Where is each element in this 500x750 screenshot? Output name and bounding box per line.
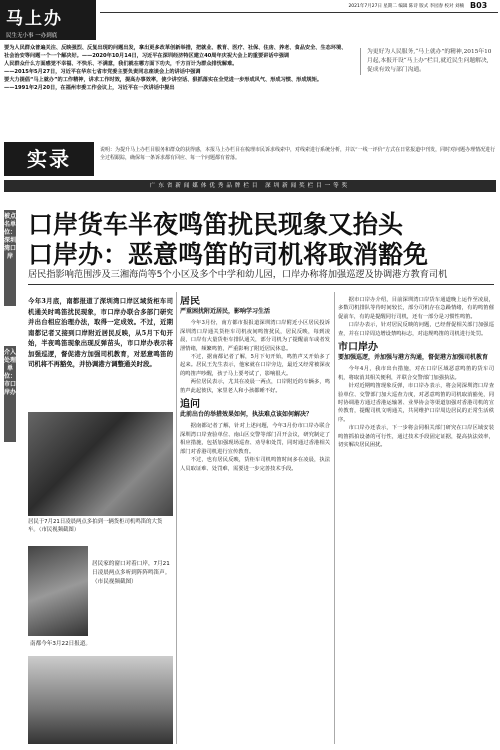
headline-main: 口岸货车半夜鸣笛扰民现象又抬头 — [28, 210, 404, 239]
date-line: 2021年7月27日 星期二 编辑 陈诗 版式 李园春 校对 刘楠 — [348, 4, 464, 9]
section-title-residents: 居民 — [180, 296, 200, 307]
shilu-logo: 实录 — [4, 142, 94, 176]
body-paragraph: 两位居民表示，尤其在凌晨一两点，口岸附近的车辆多，鸣笛声此起彼伏，家里老人和小孩都睡不好。 — [180, 379, 330, 394]
section-title-followup: 追问 — [180, 399, 200, 411]
award-bar: 广东省新闻媒体优秀品牌栏目 深圳新闻奖栏目一等奖 — [4, 180, 496, 192]
body-paragraph: 不过，也有居民反映，货柜车司机鸣笛时间多在凌晨，执法人员取证难、处罚难，需要进一步完善技术手段。 — [180, 457, 330, 472]
lead-paragraph: 今年3月底，南都报道了深圳湾口岸区域货柜车司机通关时鸣笛扰民现象，市口岸办联合多部门研究并出台相应治理办法，取得一定成效。不过，近期南都记者又接到口岸附近居民反映，从5月下旬开始，半夜鸣笛现象出现反弹苗头，市口岸办表示将加强巡逻，督促港方加强司机教育，对恶意鸣笛的司机将不再豁免，并协调港方调整通关时段。 — [28, 297, 173, 368]
body-paragraph: 据市口岸办介绍，目前深圳湾口岸货车通道晚上运作至凌晨，多数司机排队等待时间较长，部分司机存在急躁情绪，有的鸣笛催促前车，有的是提醒同行司机，还有一部分是习惯性鸣笛。 — [338, 297, 494, 320]
intro-quotes — [4, 44, 350, 92]
photo-truck-night — [28, 412, 173, 516]
photo-caption: 居民家的窗口对着口岸，7月21日凌晨两点多听到阵阵鸣笛声。（市民视频截图） — [92, 561, 171, 585]
column-divider — [334, 292, 335, 744]
body-paragraph: 据南都记者了解，针对上述问题，今年3月份市口岸办联合深圳湾口岸查验单位、南山区交警等部门召开会议，研究制定了相应措施，包括加强现场巡查、劝导和处罚，同时通过香港相关部门对香港司机进行宣传教育。 — [180, 423, 330, 455]
body-paragraph: 针对近期鸣笛现象反弹，市口岸办表示，将会同深圳湾口岸查验单位、交警部门加大巡查力度，对恶意鸣笛的司机取消豁免，同时协调港方通过香港运输署、业界协会等渠道加强对香港司机的宣传教育，提醒司机文明通关，共同维护口岸周边居民的正常生活秩序。 — [338, 383, 494, 423]
section-subtitle: 要加强巡逻，并加强与港方沟通，督促港方加强司机教育 — [338, 354, 489, 362]
column-divider — [176, 292, 177, 744]
body-paragraph: 市口岸办还表示，下一步将会同相关部门研究在口岸区域安装鸣笛抓拍设备的可行性，通过技术手段固定证据，提高执法效率，切实解决居民困扰。 — [338, 425, 494, 449]
shilu-section — [4, 142, 496, 176]
section-title-port-office: 市口岸办 — [338, 342, 378, 354]
shilu-text: 说明：为提升马上办栏目服务和群众的获得感，本报马上办栏目在梳理市民诉求线索中，对线索进行系统分析，并以“一线一评价”方式在日常报道中刊发，同时对问题办理情况进行全过程跟踪，确保每一条诉求都有回应、每一个问题都有着落。 — [100, 147, 496, 161]
side-label-handling-unit: 介入处理单位：市口岸办 — [4, 346, 16, 442]
headline-rule — [28, 284, 494, 285]
article-column-3 — [338, 296, 494, 746]
page-code: B03 — [470, 1, 488, 10]
body-paragraph: 不过，据南都记者了解，5月下旬开始，鸣笛声又开始多了起来。居民王先生表示，他家就在口岸旁边，最近又经常被深夜的鸣笛声吵醒，孩子马上要考试了，影响很大。 — [180, 354, 330, 377]
photo-previous-report — [28, 656, 173, 744]
body-paragraph: 口岸办表示，针对居民反映的问题，已经督促相关部门加强巡查，并在口岸周边增设禁鸣标志，对违规鸣笛的司机进行处罚。 — [338, 322, 494, 337]
photo-window-view — [28, 546, 88, 636]
intro-line: 人民群众什么方面感觉不幸福、不快乐、不满意，我们就在哪方面下功夫，千方百计为群众排忧解难。 — [4, 61, 238, 67]
column-description: 为更好为人民服务,“马上就办”的精神,2015年10月起,本报开设“马上办”栏目,就近民生问题解决,促成有效与部门沟通。 — [360, 48, 494, 75]
section-subtitle: 此前出台的举措效果如何，执法难点该如何解决？ — [180, 411, 313, 419]
column-slogan: 民生无小事 一办到底 — [6, 33, 58, 39]
photo-caption: 居民于7月21日凌晨两点多拍到一辆货柜司机鸣笛的大货车。（市民视频截图） — [28, 519, 163, 533]
section-subtitle: 严重困扰附近居民，影响学习生活 — [180, 308, 271, 316]
headline-secondary: 口岸办：恶意鸣笛的司机将取消豁免 — [28, 240, 429, 269]
column-logo — [0, 0, 96, 40]
intro-line: 要大力提倡“马上就办”的工作精神，讲求工作时效，提高办事效率，使少讲空话、狠抓落实在全党进一步形成风气、形成习惯、形成规矩。 — [4, 77, 323, 83]
side-label-named-unit: 被点名单位：深圳湾口岸 — [4, 210, 16, 306]
intro-line: 社会治安等问题一个一个解决好。——2020年10月14日，习近平在深圳经济特区建立40周年庆祝大会上的重要讲话中强调 — [4, 53, 290, 59]
intro-line: ——2015年5月27日，习近平在华东七省市党委主要负责同志座谈会上的讲话中强调 — [4, 69, 201, 75]
intro-line: ——1991年2月20日，在福州市委工作会议上，习近平在一次讲话中提出 — [4, 85, 175, 91]
photo-caption: 南都今年3月22日报道。 — [30, 641, 92, 647]
intro-line: 要为人民群众普遍关注、反映强烈、反复出现的问题出发，拿出更多改革创新举措，把就业、教育、医疗、社保、住房、养老、食品安全、生态环境、 — [4, 45, 347, 51]
body-paragraph: 今年3月份，南方都市报报道深圳湾口岸附近小区居民投诉深圳湾口岸通关货柜车司机夜间鸣笛扰民，居民反映，每到凌晨，口岸有大量货柜车排队通关，部分司机为了提醒前车或者发泄情绪，频繁鸣笛，严重影响了附近居民休息。 — [180, 320, 330, 352]
body-paragraph: 今年4月，我市出台措施，对在口岸区域恶意鸣笛的货车司机，将取消其相关便利，并联合交警部门加强执法。 — [338, 366, 494, 381]
article-column-2 — [180, 296, 330, 746]
column-title: 马上办 — [6, 9, 63, 29]
subheadline: 居民指影响范围涉及三湘海尚等5个小区及多个中学和幼儿园，口岸办称将加强巡逻及协调港方教育司机 — [28, 269, 448, 280]
header-rule — [100, 12, 498, 13]
